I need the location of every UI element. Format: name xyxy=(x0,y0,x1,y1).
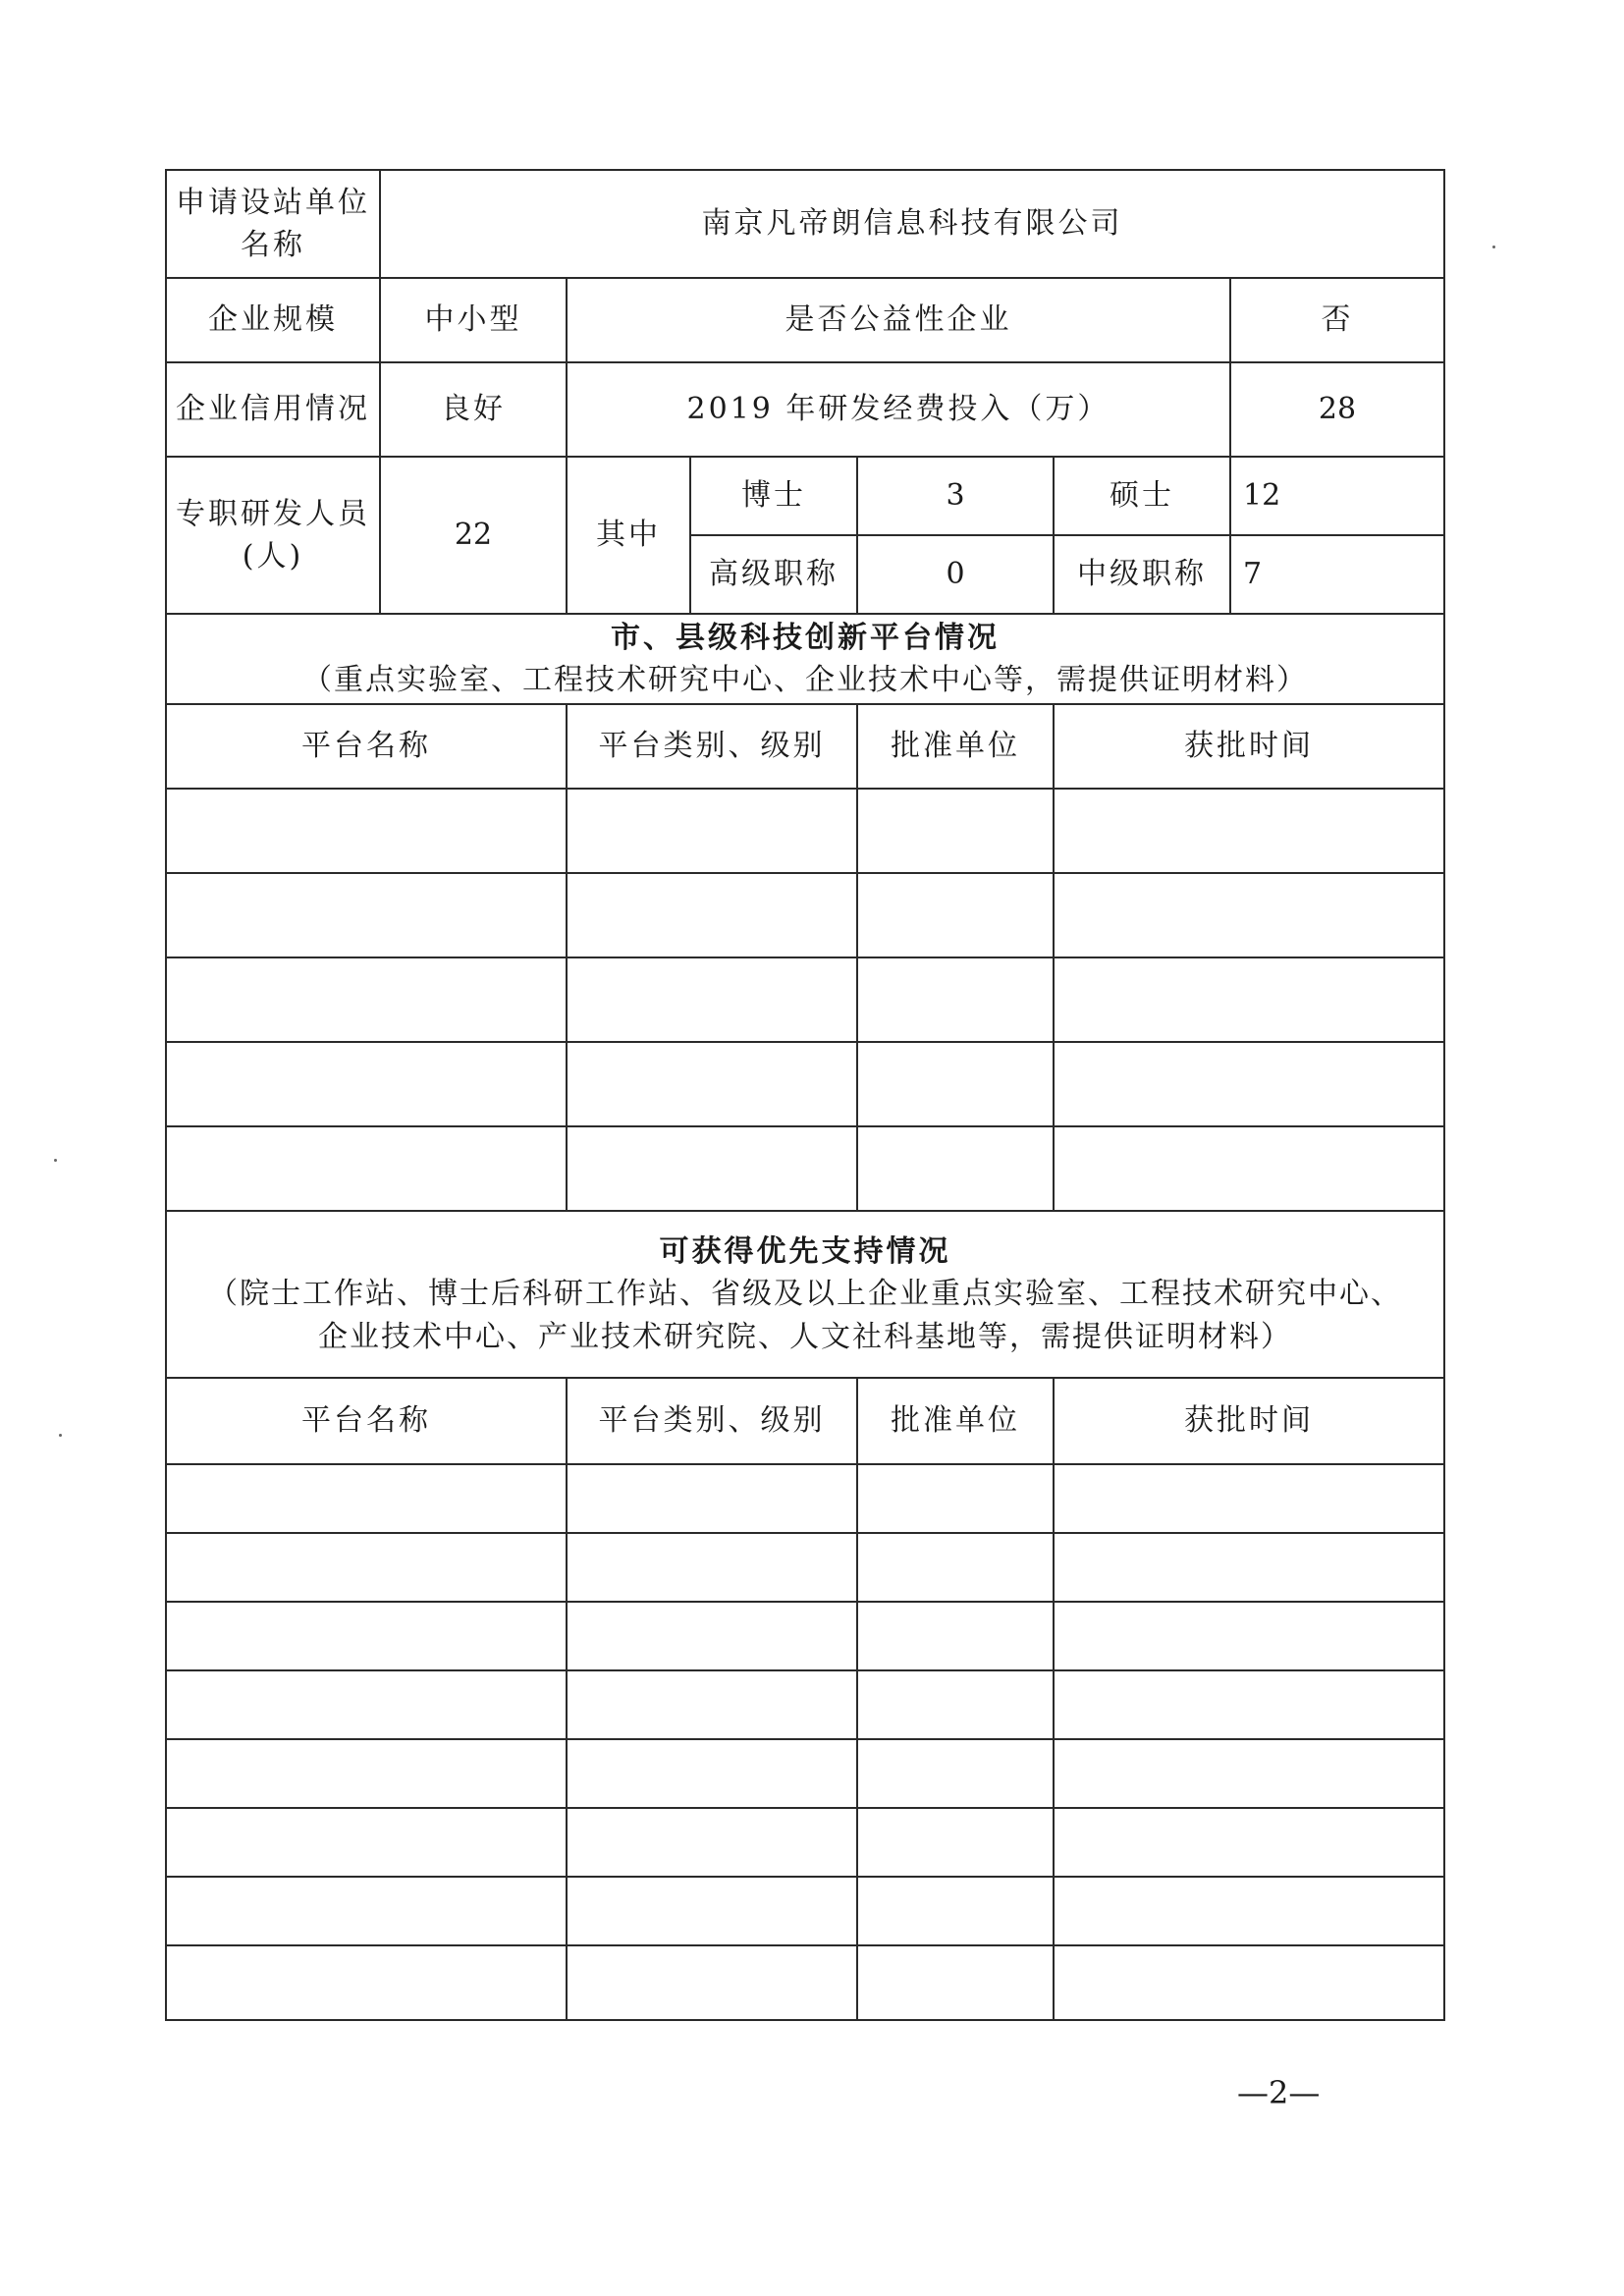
table-cell xyxy=(567,1670,857,1739)
section1-column-headers xyxy=(166,704,1444,789)
table-cell xyxy=(1054,1602,1444,1670)
section2-col-platform-category: 平台类别、级别 xyxy=(567,1378,857,1464)
table-cell xyxy=(1054,789,1444,873)
section1-subtitle: （重点实验室、工程技术研究中心、企业技术中心等，需提供证明材料） xyxy=(302,663,1309,697)
table-cell xyxy=(1054,1126,1444,1211)
table-cell xyxy=(166,1533,567,1602)
table-cell xyxy=(857,957,1054,1042)
table-cell xyxy=(857,789,1054,873)
applicant-row xyxy=(166,170,1444,278)
phd-value: 3 xyxy=(857,457,1054,535)
rd-expense-label: 2019 年研发经费投入（万） xyxy=(567,362,1230,457)
table-cell xyxy=(1054,1464,1444,1533)
public-welfare-value: 否 xyxy=(1230,278,1444,362)
table-cell xyxy=(567,1042,857,1126)
table-cell xyxy=(567,1808,857,1877)
company-scale-row xyxy=(166,278,1444,362)
section2-column-headers xyxy=(166,1378,1444,1464)
section2-table-row xyxy=(166,1602,1444,1670)
section2-table-row xyxy=(166,1945,1444,2020)
table-cell xyxy=(166,1945,567,2020)
phd-label: 博士 xyxy=(690,457,857,535)
table-cell xyxy=(857,1602,1054,1670)
page-number: —2— xyxy=(1237,2074,1321,2111)
section2-col-approval-time: 获批时间 xyxy=(1054,1378,1444,1464)
section2-table-row xyxy=(166,1808,1444,1877)
table-cell xyxy=(166,1808,567,1877)
section1-table-row xyxy=(166,1126,1444,1211)
section2-table-row xyxy=(166,1739,1444,1808)
table-cell xyxy=(857,1126,1054,1211)
table-cell xyxy=(1054,1808,1444,1877)
section2-col-platform-name: 平台名称 xyxy=(166,1378,567,1464)
company-scale-value: 中小型 xyxy=(380,278,567,362)
section1-col-approval-time: 获批时间 xyxy=(1054,704,1444,789)
company-scale-label: 企业规模 xyxy=(166,278,380,362)
table-cell xyxy=(567,957,857,1042)
section1-table-row xyxy=(166,789,1444,873)
section1-col-approving-unit: 批准单位 xyxy=(857,704,1054,789)
section2-table-row xyxy=(166,1464,1444,1533)
section1-heading xyxy=(166,614,1444,704)
table-cell xyxy=(857,873,1054,957)
section2-heading xyxy=(166,1211,1444,1378)
table-cell xyxy=(857,1945,1054,2020)
table-cell xyxy=(166,873,567,957)
section2-header-row xyxy=(166,1211,1444,1378)
middle-title-label: 中级职称 xyxy=(1054,535,1230,614)
applicant-label: 申请设站单位名称 xyxy=(166,170,380,278)
scan-speck xyxy=(54,1159,57,1162)
rd-staff-row-1 xyxy=(166,457,1444,535)
section1-table-row xyxy=(166,957,1444,1042)
table-cell xyxy=(1054,1533,1444,1602)
table-cell xyxy=(1054,1670,1444,1739)
senior-title-label: 高级职称 xyxy=(690,535,857,614)
table-cell xyxy=(166,1877,567,1945)
scan-speck xyxy=(59,1434,62,1437)
table-cell xyxy=(567,1877,857,1945)
rd-staff-label: 专职研发人员(人) xyxy=(166,457,380,614)
table-cell xyxy=(166,1602,567,1670)
section2-title: 可获得优先支持情况 xyxy=(659,1233,951,1269)
rd-staff-total: 22 xyxy=(380,457,567,614)
table-cell xyxy=(166,1464,567,1533)
section2-table-row xyxy=(166,1877,1444,1945)
table-cell xyxy=(857,1739,1054,1808)
of-which-label: 其中 xyxy=(567,457,690,614)
section1-header-row xyxy=(166,614,1444,704)
section2-col-approving-unit: 批准单位 xyxy=(857,1378,1054,1464)
section2-table-row xyxy=(166,1670,1444,1739)
master-label: 硕士 xyxy=(1054,457,1230,535)
table-cell xyxy=(1054,1042,1444,1126)
section1-table-row xyxy=(166,873,1444,957)
table-cell xyxy=(567,1739,857,1808)
table-cell xyxy=(567,1945,857,2020)
table-cell xyxy=(1054,1945,1444,2020)
table-cell xyxy=(567,1602,857,1670)
credit-value: 良好 xyxy=(380,362,567,457)
table-cell xyxy=(166,1042,567,1126)
table-cell xyxy=(1054,1739,1444,1808)
middle-title-value: 7 xyxy=(1230,535,1444,614)
master-value: 12 xyxy=(1230,457,1444,535)
section1-col-platform-category: 平台类别、级别 xyxy=(567,704,857,789)
table-cell xyxy=(567,1533,857,1602)
table-cell xyxy=(1054,1877,1444,1945)
table-cell xyxy=(567,873,857,957)
section2-table-row xyxy=(166,1533,1444,1602)
table-cell xyxy=(857,1042,1054,1126)
senior-title-value: 0 xyxy=(857,535,1054,614)
credit-row xyxy=(166,362,1444,457)
table-cell xyxy=(166,789,567,873)
table-cell xyxy=(1054,957,1444,1042)
section1-table-row xyxy=(166,1042,1444,1126)
table-cell xyxy=(166,1126,567,1211)
section2-subtitle-line2: 企业技术中心、产业技术研究院、人文社科基地等，需提供证明材料） xyxy=(318,1319,1293,1354)
table-cell xyxy=(166,1739,567,1808)
applicant-value: 南京凡帝朗信息科技有限公司 xyxy=(380,170,1444,278)
rd-expense-value: 28 xyxy=(1230,362,1444,457)
table-cell xyxy=(567,1126,857,1211)
table-cell xyxy=(166,1670,567,1739)
table-cell xyxy=(857,1808,1054,1877)
section1-col-platform-name: 平台名称 xyxy=(166,704,567,789)
scan-speck xyxy=(1492,246,1495,248)
table-cell xyxy=(166,957,567,1042)
table-cell xyxy=(1054,873,1444,957)
table-cell xyxy=(857,1670,1054,1739)
table-cell xyxy=(567,789,857,873)
table-cell xyxy=(857,1877,1054,1945)
table-cell xyxy=(857,1533,1054,1602)
table-cell xyxy=(857,1464,1054,1533)
table-cell xyxy=(567,1464,857,1533)
credit-label: 企业信用情况 xyxy=(166,362,380,457)
section1-title: 市、县级科技创新平台情况 xyxy=(611,620,1001,655)
section2-subtitle-line1: （院士工作站、博士后科研工作站、省级及以上企业重点实验室、工程技术研究中心、 xyxy=(208,1277,1403,1312)
application-form-table xyxy=(165,169,1445,2021)
public-welfare-label: 是否公益性企业 xyxy=(567,278,1230,362)
